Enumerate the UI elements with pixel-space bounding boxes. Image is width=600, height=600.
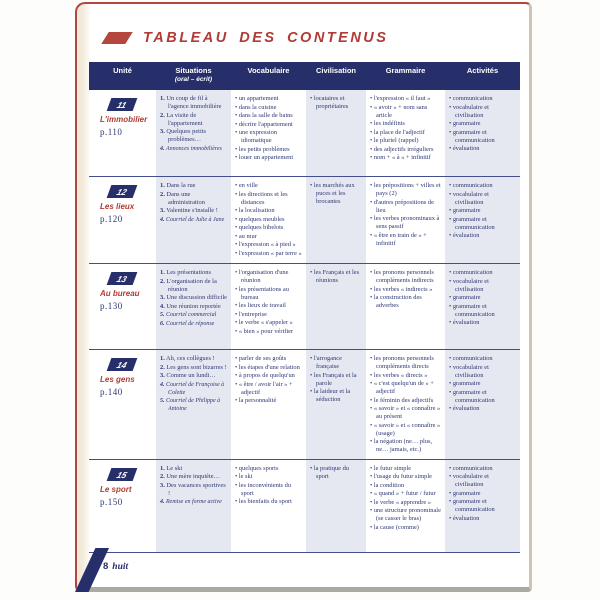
list-item: • grammaire et communication (449, 389, 516, 405)
list-item: • le pluriel (rappel) (370, 137, 441, 145)
list-item: • au mur (235, 233, 302, 241)
grammaire-cell (366, 90, 445, 176)
list-item: • les présentations au bureau (235, 286, 302, 302)
list-item: • l'entreprise (235, 311, 302, 319)
civilisation-cell (306, 90, 366, 176)
list-item: • évaluation (449, 232, 516, 240)
item-number: 2. (160, 277, 165, 285)
list-item: • grammaire (449, 490, 516, 498)
list-item: • un appartement (235, 95, 302, 103)
unit-number-badge: 11 (107, 98, 138, 111)
list-item: • les verbes pronominaux à sens passif (370, 215, 441, 231)
activites-cell (445, 90, 520, 176)
activites-cell (445, 177, 520, 263)
situation-item (160, 381, 227, 397)
list-item: • les bienfaits du sport (235, 498, 302, 506)
list-item: • grammaire et communication (449, 216, 516, 232)
list-item: • l'usage du futur simple (370, 473, 441, 481)
list-item: • évaluation (449, 319, 516, 327)
column-header (231, 67, 306, 90)
list-item: • grammaire (449, 120, 516, 128)
list-item: • locataires et propriétaires (310, 95, 362, 111)
activites-cell (445, 264, 520, 349)
list-item: • communication (449, 269, 516, 277)
item-text: Une mère inquiète… (166, 473, 220, 480)
situation-item (160, 320, 227, 328)
unit-cell (89, 264, 156, 349)
list-item: • évaluation (449, 405, 516, 413)
list-item: • nom + « à » + infinitif (370, 154, 441, 162)
item-number: 1. (160, 95, 165, 102)
vocabulaire-cell (231, 90, 306, 176)
vocabulaire-cell (231, 460, 306, 552)
grammaire-cell (366, 460, 445, 552)
list-item: • les Français et la parole (310, 372, 362, 388)
list-item: • évaluation (449, 515, 516, 523)
list-item: • le ski (235, 473, 302, 481)
item-text: Valentine s'installe ! (166, 207, 218, 214)
list-item: • en ville (235, 182, 302, 190)
column-header-label: Vocabulaire (247, 66, 290, 75)
list-item: • communication (449, 355, 516, 363)
situation-item (160, 216, 227, 224)
column-header (306, 67, 366, 90)
footer-text (103, 556, 128, 574)
list-item: • l'arrogance française (310, 355, 362, 371)
item-number: 4. (160, 302, 165, 310)
grammaire-cell (366, 264, 445, 349)
column-header (445, 67, 520, 90)
list-item: • vocabulaire et civilisation (449, 473, 516, 489)
list-item: • grammaire et communication (449, 303, 516, 319)
list-item: • la construction des adverbes (370, 294, 441, 310)
item-number: 6. (160, 320, 165, 327)
item-text: L'organisation de la réunion (166, 277, 217, 293)
column-header-label: Grammaire (385, 66, 426, 75)
unit-cell (89, 177, 156, 263)
list-item: • à propos de quelqu'un (235, 372, 302, 380)
list-item: • « quand » + futur / futur (370, 490, 441, 498)
situations-cell (156, 90, 231, 176)
list-item: • les marchés aux puces et les brocantes (310, 182, 362, 206)
list-item: • vocabulaire et civilisation (449, 104, 516, 120)
title-row (97, 30, 388, 46)
list-item: • la condition (370, 482, 441, 490)
situations-cell (156, 350, 231, 459)
list-item: • « c'est quelqu'un de » + adjectif (370, 380, 441, 396)
unit-name: L'immobilier (100, 115, 148, 124)
item-number: 1. (160, 355, 165, 362)
situation-item (160, 278, 227, 294)
list-item: • les lieux de travail (235, 302, 302, 310)
list-item: • une structure pronominale (se casser le bras) (370, 507, 441, 523)
item-text: Courriel de Philippe à Antoine (166, 398, 221, 412)
activites-cell (445, 460, 520, 552)
list-item: • grammaire (449, 380, 516, 388)
situation-item (160, 465, 227, 473)
list-item: • dans la salle de bains (235, 112, 302, 120)
list-item: • vocabulaire et civilisation (449, 278, 516, 294)
list-item: • louer un appartement (235, 154, 302, 162)
list-item: • vocabulaire et civilisation (449, 364, 516, 380)
list-item: • « être / avoir l'air » + adjectif (235, 381, 302, 397)
unit-name: Les gens (100, 375, 135, 384)
item-text: Comme un lundi… (166, 372, 216, 379)
vocabulaire-cell (231, 350, 306, 459)
list-item: • grammaire et communication (449, 129, 516, 145)
list-item: • vocabulaire et civilisation (449, 191, 516, 207)
column-header (89, 67, 156, 90)
civilisation-cell (306, 460, 366, 552)
unit-name: Le sport (100, 484, 132, 494)
situation-item (160, 364, 227, 372)
column-header-label: Situations (175, 66, 212, 75)
list-item: • les prépositions + villes et pays (2) (370, 182, 441, 198)
list-item: • communication (449, 95, 516, 103)
item-text: La visite de l'appartement (166, 111, 203, 127)
list-item: • les pronoms personnels compléments directs (370, 355, 441, 371)
situation-item (160, 191, 227, 207)
situation-item (160, 145, 227, 153)
list-item: • d'autres prépositions de lieu (370, 199, 441, 215)
list-item: • « avoir » + nom sans article (370, 104, 441, 120)
list-item: • l'expression « par terre » (235, 250, 302, 258)
situation-item (160, 294, 227, 302)
table-row (89, 177, 520, 264)
item-text: Une réunion reportée (166, 302, 221, 310)
list-item: • la pratique du sport (310, 465, 362, 481)
column-header-label: Civilisation (315, 66, 356, 75)
item-number: 1. (160, 269, 165, 276)
item-text: Courriel commercial (166, 312, 217, 318)
list-item: • l'organisation d'une réunion (235, 269, 302, 285)
list-item: • les pronoms personnels compléments indirects (370, 269, 441, 285)
unit-page-number: p.140 (100, 387, 123, 397)
item-text: Les présentations (166, 269, 211, 276)
list-item: • les verbes « directs » (370, 372, 441, 380)
unit-cell (89, 350, 156, 459)
item-number: 5. (160, 312, 165, 318)
item-number: 4. (160, 145, 165, 152)
list-item: • décrire l'appartement (235, 121, 302, 129)
list-item: • la négation (ne… plus, ne… jamais, etc.) (370, 438, 441, 454)
item-number: 2. (160, 111, 165, 119)
column-header-label: Unité (113, 66, 132, 75)
situation-item (160, 112, 227, 128)
item-text: Courriel de Françoise à Colette (166, 381, 225, 396)
list-item: • « bien » pour vérifier (235, 328, 302, 336)
list-item: • les étapes d'une relation (235, 364, 302, 372)
item-text: Le ski (166, 464, 183, 472)
page-title: TABLEAU DES CONTENUS (143, 30, 389, 46)
list-item: • communication (449, 465, 516, 473)
unit-number-badge: 13 (107, 272, 138, 285)
unit-number-badge: 14 (107, 358, 138, 371)
item-number: 1. (160, 464, 165, 472)
page-footer (77, 537, 197, 587)
list-item: • la localisation (235, 207, 302, 215)
vocabulaire-cell (231, 264, 306, 349)
list-item: • « savoir » et « connaître » au présent (370, 405, 441, 421)
column-header (156, 67, 231, 90)
vocabulaire-cell (231, 177, 306, 263)
list-item: • dans la cuisine (235, 104, 302, 112)
unit-cell (89, 90, 156, 176)
situation-item (160, 207, 227, 215)
grammaire-cell (366, 177, 445, 263)
column-header-label: Activités (466, 66, 499, 75)
table-body (89, 90, 520, 553)
item-number: 2. (160, 473, 165, 480)
item-number: 4. (160, 499, 165, 505)
list-item: • la laideur et la séduction (310, 388, 362, 404)
contents-table (89, 62, 520, 553)
page-number-word: huit (112, 562, 129, 572)
situation-item (160, 128, 227, 144)
item-text: Quelques petits problèmes… (166, 128, 206, 143)
situation-item (160, 372, 227, 380)
list-item: • quelques bibelots (235, 224, 302, 232)
list-item: • les directions et les distances (235, 191, 302, 207)
situation-item (160, 482, 227, 498)
page-number: 8 (103, 561, 109, 572)
list-item: • l'expression « il faut » (370, 95, 441, 103)
list-item: • le verbe « apprendre » (370, 499, 441, 507)
list-item: • « savoir » et « connaître » (usage) (370, 422, 441, 438)
column-header-sublabel: (oral – écrit) (174, 75, 213, 83)
list-item: • les petits problèmes (235, 146, 302, 154)
list-item: • grammaire (449, 294, 516, 302)
item-number: 2. (160, 190, 165, 198)
situation-item (160, 355, 227, 363)
item-number: 3. (160, 207, 165, 214)
unit-page-number: p.130 (100, 301, 123, 311)
list-item: • « être en train de » + infinitif (370, 232, 441, 248)
item-text: Courriel de réponse (166, 320, 215, 327)
item-text: Remise en forme active (166, 499, 222, 505)
list-item: • le futur simple (370, 465, 441, 473)
item-text: Courriel de Julie à Jane (166, 216, 225, 223)
situation-item (160, 311, 227, 319)
item-text: Dans une administration (166, 190, 205, 206)
item-number: 1. (160, 182, 165, 189)
item-number: 5. (160, 398, 165, 404)
situation-item (160, 303, 227, 311)
list-item: • quelques sports (235, 465, 302, 473)
item-text: Annonces immobilières (165, 145, 222, 152)
list-item: • communication (449, 182, 516, 190)
list-item: • évaluation (449, 145, 516, 153)
unit-name: Les lieux (100, 202, 135, 211)
list-item: • les inconvénients du sport (235, 482, 302, 498)
list-item: • la personnalité (235, 397, 302, 405)
situation-item (160, 269, 227, 277)
situation-item (160, 473, 227, 481)
situations-cell (156, 177, 231, 263)
list-item: • le verbe « s'appeler » (235, 319, 302, 327)
item-number: 3. (160, 481, 165, 489)
situation-item (160, 498, 227, 506)
civilisation-cell (306, 264, 366, 349)
item-number: 2. (160, 363, 165, 371)
activites-cell (445, 350, 520, 459)
unit-page-number: p.120 (100, 214, 123, 224)
item-text: Des vacances sportives ! (166, 481, 226, 497)
unit-page-number: p.150 (100, 496, 123, 507)
item-number: 3. (160, 128, 165, 135)
situations-cell (156, 264, 231, 349)
list-item: • grammaire (449, 207, 516, 215)
unit-name: Au bureau (100, 289, 140, 298)
unit-number-badge: 12 (107, 185, 138, 198)
situation-item (160, 95, 227, 111)
list-item: • la cause (comme) (370, 524, 441, 532)
grammaire-cell (366, 350, 445, 459)
list-item: • l'expression « à pied » (235, 241, 302, 249)
item-text: Un coup de fil à l'agence immobilière (166, 95, 222, 110)
column-header (366, 67, 445, 90)
unit-page-number: p.110 (100, 127, 123, 137)
civilisation-cell (306, 177, 366, 263)
list-item: • parler de ses goûts (235, 355, 302, 363)
list-item: • les verbes « indirects » (370, 286, 441, 294)
list-item: • quelques meubles (235, 216, 302, 224)
list-item: • une expression idiomatique (235, 129, 302, 145)
item-number: 3. (160, 372, 165, 379)
list-item: • des adjectifs irréguliers (370, 146, 441, 154)
item-text: Ah, ces collègues ! (166, 355, 215, 362)
civilisation-cell (306, 350, 366, 459)
item-text: Dans la rue (166, 182, 196, 189)
item-text: Les gens sont bizarres ! (166, 363, 227, 371)
list-item: • la place de l'adjectif (370, 129, 441, 137)
list-item: • le féminin des adjectifs (370, 397, 441, 405)
item-text: Une discussion difficile (166, 294, 227, 301)
unit-number-badge: 15 (107, 468, 138, 481)
book-page (75, 2, 532, 592)
table-row (89, 90, 520, 177)
red-flag-icon (101, 32, 132, 44)
list-item: • les Français et les réunions (310, 269, 362, 285)
list-item: • les indéfinis (370, 120, 441, 128)
situation-item (160, 182, 227, 190)
table-header-row (89, 62, 520, 90)
list-item: • grammaire et communication (449, 498, 516, 514)
item-number: 4. (160, 216, 165, 223)
item-number: 3. (160, 294, 165, 301)
situation-item (160, 397, 227, 413)
table-row (89, 350, 520, 460)
table-row (89, 264, 520, 350)
item-number: 4. (160, 381, 165, 388)
